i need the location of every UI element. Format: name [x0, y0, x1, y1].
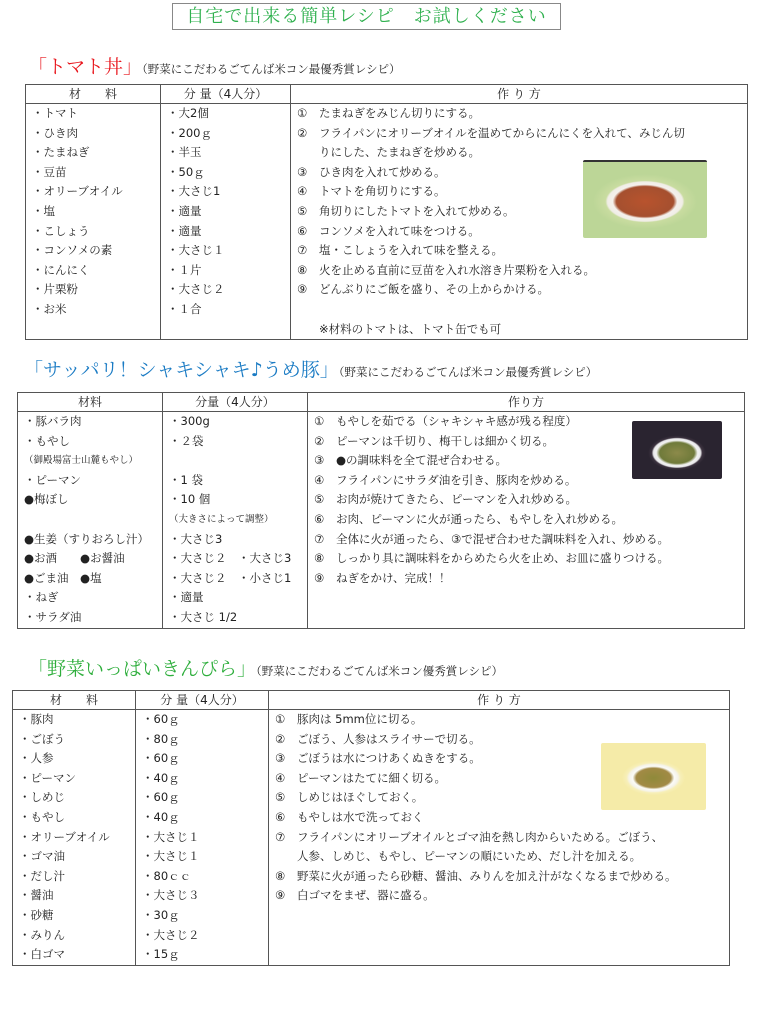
ingredient-item: ・お米 — [32, 301, 67, 316]
ingredient-item: ・砂糖 — [19, 907, 54, 922]
amounts-list — [136, 710, 268, 965]
ingredient-item: ●梅ぼし — [24, 492, 69, 507]
step-line — [291, 280, 747, 300]
ingredient-item: ・ピーマン — [19, 770, 77, 785]
step-text: お肉、ピーマンに火が通ったら、もやしを入れ炒める。 — [336, 511, 624, 526]
header-amount: 分 量（4人分） — [136, 691, 269, 710]
recipe-title-kinpira — [28, 654, 503, 681]
step-line — [269, 808, 729, 828]
step-text: フライパンにサラダ油を引き、豚肉を炒める。 — [336, 472, 577, 487]
step-text: フライパンにオリーブオイルとゴマ油を熱し肉からいためる。ごぼう、 — [297, 829, 664, 844]
amount-item: ・大さじ２ ・大さじ3 — [169, 551, 292, 566]
step-number: ⑧ — [275, 868, 286, 883]
step-line — [291, 261, 747, 281]
page-banner-title: 自宅で出来る簡単レシピ お試しください — [172, 3, 561, 30]
step-text: りにした、たまねぎを炒める。 — [319, 145, 480, 160]
step-number: ④ — [314, 472, 325, 487]
step-text: ●の調味料を全て混ぜ合わせる。 — [336, 453, 508, 468]
step-number: ⑦ — [297, 243, 308, 258]
ingredient-item: ・ごぼう — [19, 731, 65, 746]
recipe-award: （野菜にこだわるごてんば米コン最優秀賞レシピ） — [338, 365, 598, 379]
kinpira-photo — [601, 743, 706, 810]
step-text: どんぶりにご飯を盛り、その上からかける。 — [319, 282, 549, 297]
header-amount: 分量（4人分） — [163, 393, 308, 412]
amount-item: ・200ｇ — [167, 125, 212, 140]
step-text: 全体に火が通ったら、③で混ぜ合わせた調味料を入れ、炒める。 — [336, 531, 669, 546]
step-line — [269, 828, 729, 848]
step-text: お肉が焼けてきたら、ピーマンを入れ炒める。 — [336, 492, 578, 507]
header-steps: 作 り 方 — [291, 85, 748, 104]
step-line — [308, 530, 744, 550]
step-number: ⑥ — [275, 809, 286, 824]
step-text: 火を止める直前に豆苗を入れ水溶き片栗粉を入れる。 — [319, 262, 595, 277]
amount-item: ・大2個 — [167, 106, 209, 120]
step-number: ⑥ — [297, 223, 308, 238]
ingredient-item: ・ピーマン — [24, 472, 82, 487]
step-text: トマトを角切りにする。 — [319, 184, 446, 199]
amount-item: ・大さじ 1/2 — [169, 609, 238, 624]
amount-item: ・１合 — [167, 301, 202, 316]
step-line — [308, 510, 744, 530]
amount-item: ・半玉 — [167, 145, 202, 160]
step-number — [297, 143, 319, 163]
ingredient-item: ・こしょう — [32, 223, 90, 238]
step-line — [308, 490, 744, 510]
ingredient-item: ●お酒 ●お醤油 — [24, 551, 125, 566]
step-line — [291, 241, 747, 261]
step-text: ひき肉を入れて炒める。 — [319, 164, 446, 179]
step-line — [308, 569, 744, 589]
step-text: ごぼうは水につけあくぬきをする。 — [297, 751, 481, 766]
recipe-title-tomato-don — [28, 52, 400, 79]
amount-item: ・60ｇ — [142, 790, 180, 805]
step-line — [269, 886, 729, 906]
amount-item: ・300g — [169, 414, 210, 428]
amount-item: ・60ｇ — [142, 751, 180, 766]
ingredient-item: ・オリーブオイル — [32, 184, 123, 199]
step-number: ⑤ — [297, 203, 308, 218]
step-number: ② — [314, 433, 325, 448]
recipe-award: （野菜にこだわるごてんば米コン優秀賞レシピ） — [256, 664, 503, 678]
ingredient-item: ・コンソメの素 — [32, 243, 113, 258]
amount-item — [163, 451, 307, 471]
step-text: 白ゴマをまぜ、器に盛る。 — [297, 888, 435, 903]
amount-item: ・大さじ２ — [167, 282, 225, 297]
header-ingredients: 材 料 — [13, 691, 136, 710]
ingredients-list — [18, 412, 162, 628]
ingredient-item: ・豚バラ肉 — [24, 414, 82, 428]
step-text: もやしを茹でる（シャキシャキ感が残る程度） — [336, 414, 577, 428]
ingredient-item — [18, 510, 162, 530]
step-number — [297, 320, 319, 340]
ingredient-item: ●生姜（すりおろし汁） — [24, 531, 150, 546]
step-number: ⑨ — [297, 282, 308, 297]
step-text: 野菜に火が通ったら砂糖、醤油、みりんを加え汁がなくなるまで炒める。 — [297, 868, 677, 883]
ingredient-item: ・豆苗 — [32, 164, 67, 179]
ingredient-item: ・もやし — [19, 809, 65, 824]
ingredient-item: ・ねぎ — [24, 590, 59, 605]
step-line — [291, 300, 747, 320]
ingredient-item: （御殿場富士山麓もやし） — [24, 455, 139, 467]
step-text: 豚肉は 5mm位に切る。 — [297, 712, 423, 726]
ume-buta-photo — [632, 421, 722, 479]
step-text: ねぎをかけ、完成！！ — [336, 570, 451, 585]
step-text: もやしは水で洗っておく — [297, 809, 424, 824]
step-number: ③ — [314, 453, 325, 468]
step-line — [269, 710, 729, 730]
amount-item: ・大さじ１ — [167, 243, 225, 258]
recipe-name: 「野菜いっぱいきんぴら」 — [28, 658, 257, 680]
step-number: ⑥ — [314, 511, 325, 526]
ingredient-item: ・片栗粉 — [32, 282, 78, 297]
step-number: ⑦ — [314, 531, 325, 546]
amount-item: ・大さじ２ — [142, 927, 200, 942]
ingredient-item: ・トマト — [32, 106, 78, 120]
step-text: たまねぎをみじん切りにする。 — [319, 106, 480, 120]
amount-item: ・40ｇ — [142, 770, 180, 785]
amount-item: ・２袋 — [169, 433, 204, 448]
step-number: ② — [297, 125, 308, 140]
amount-item: ・15ｇ — [142, 947, 180, 962]
amount-item: ・30ｇ — [142, 907, 180, 922]
amount-item: ・1 袋 — [169, 472, 203, 487]
step-number — [275, 847, 297, 867]
ingredient-item: ・塩 — [32, 203, 55, 218]
ingredient-item: ・サラダ油 — [24, 609, 82, 624]
step-number: ⑨ — [275, 888, 286, 903]
ingredient-item: ・だし汁 — [19, 868, 65, 883]
step-number: ① — [275, 712, 286, 726]
ingredient-item: ・醤油 — [19, 888, 54, 903]
step-line — [291, 124, 747, 144]
recipe-table-kinpira — [12, 690, 730, 966]
amount-item: ・40ｇ — [142, 809, 180, 824]
amount-item: ・大さじ１ — [142, 849, 200, 864]
step-number: ③ — [275, 751, 286, 766]
ingredient-item: ・みりん — [19, 927, 65, 942]
step-number: ① — [314, 414, 325, 428]
step-text: しめじはほぐしておく。 — [297, 790, 424, 805]
ingredient-item: ・にんにく — [32, 262, 90, 277]
amount-item: ・80ｇ — [142, 731, 180, 746]
tomato-don-photo — [583, 160, 707, 238]
step-text: ※材料のトマトは、トマト缶でも可 — [319, 321, 502, 336]
step-number: ⑧ — [297, 262, 308, 277]
header-steps: 作り方 — [308, 393, 745, 412]
step-number: ① — [297, 106, 308, 120]
amount-item: ・大さじ１ — [142, 829, 200, 844]
step-number: ⑤ — [275, 790, 286, 805]
amounts-list — [163, 412, 307, 628]
ingredient-item: ・ひき肉 — [32, 125, 78, 140]
recipe-name: 「トマト丼」 — [28, 56, 143, 78]
amount-item: ・大さじ３ — [142, 888, 200, 903]
step-line — [291, 320, 747, 340]
amount-item: ・大さじ3 — [169, 531, 223, 546]
amount-item: ・50ｇ — [167, 164, 205, 179]
step-text: コンソメを入れて味をつける。 — [319, 223, 480, 238]
ingredient-item: ・もやし — [24, 433, 70, 448]
amount-item: ・大さじ２ ・小さじ1 — [169, 570, 292, 585]
header-steps: 作 り 方 — [269, 691, 730, 710]
step-number: ④ — [275, 770, 286, 785]
amount-item: ・適量 — [169, 590, 204, 605]
recipe-title-ume-buta — [24, 355, 597, 382]
amount-item: ・大さじ1 — [167, 184, 221, 199]
step-number: ③ — [297, 164, 308, 179]
step-number: ⑨ — [314, 570, 325, 585]
ingredient-item: ・しめじ — [19, 790, 65, 805]
step-text: フライパンにオリーブオイルを温めてからにんにくを入れて、みじん切 — [319, 125, 685, 140]
ingredient-item: ・たまねぎ — [32, 145, 90, 160]
recipe-name: 「サッパリ！シャキシャキ♪うめ豚」 — [24, 359, 339, 381]
step-number: ④ — [297, 184, 308, 199]
step-line — [269, 847, 729, 867]
step-text: しっかり具に調味料をからめたら火を止め、お皿に盛りつける。 — [336, 551, 670, 566]
amount-item: ・60ｇ — [142, 712, 180, 726]
step-text: ピーマンは千切り、梅干しは細かく切る。 — [336, 433, 555, 448]
header-amount: 分 量（4人分） — [161, 85, 291, 104]
step-line — [308, 549, 744, 569]
header-ingredients: 材料 — [18, 393, 163, 412]
step-number — [297, 300, 319, 320]
step-text: ごぼう、人参はスライサーで切る。 — [297, 731, 481, 746]
ingredient-item: ●ごま油 ●塩 — [24, 570, 102, 585]
amount-item: （大きさによって調整） — [169, 513, 274, 525]
step-number: ⑤ — [314, 492, 325, 507]
ingredients-list — [26, 104, 160, 320]
recipe-award: （野菜にこだわるごてんば米コン最優秀賞レシピ） — [142, 62, 401, 76]
step-line — [291, 104, 747, 124]
step-number: ⑦ — [275, 829, 286, 844]
ingredients-list — [13, 710, 135, 965]
ingredient-item: ・白ゴマ — [19, 947, 65, 962]
step-number: ② — [275, 731, 286, 746]
header-ingredients: 材 料 — [26, 85, 161, 104]
step-text: ピーマンはたてに細く切る。 — [297, 770, 447, 785]
amount-item: ・10 個 — [169, 492, 211, 507]
step-line — [269, 867, 729, 887]
step-text: 塩・こしょうを入れて味を整える。 — [319, 243, 503, 258]
amount-item: ・適量 — [167, 203, 202, 218]
amount-item: ・１片 — [167, 262, 202, 277]
ingredient-item: ・ゴマ油 — [19, 849, 65, 864]
amount-item: ・80ｃｃ — [142, 868, 192, 883]
ingredient-item: ・オリーブオイル — [19, 829, 110, 844]
step-text: 角切りにしたトマトを入れて炒める。 — [319, 203, 515, 218]
amount-item: ・適量 — [167, 223, 202, 238]
ingredient-item: ・豚肉 — [19, 712, 54, 726]
ingredient-item: ・人参 — [19, 751, 54, 766]
step-number: ⑧ — [314, 551, 325, 566]
amounts-list — [161, 104, 290, 320]
step-text: 人参、しめじ、もやし、ピーマンの順にいため、だし汁を加える。 — [297, 849, 642, 864]
